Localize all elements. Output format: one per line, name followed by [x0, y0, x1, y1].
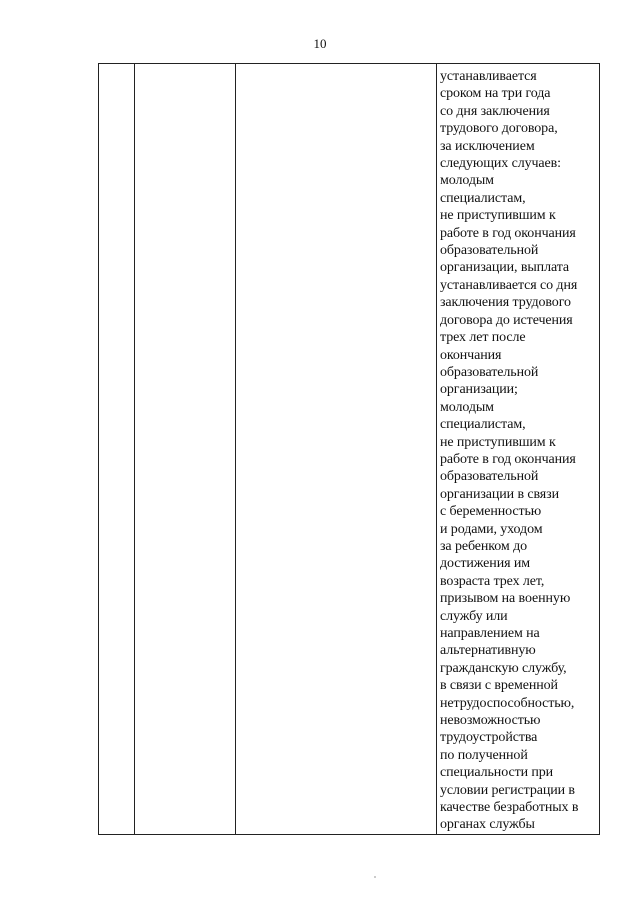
table-row	[99, 64, 600, 835]
cell-4-text: устанавливается сроком на три года со дня заключения трудового договора, за исключением следующих случаев: молодым специалистам, не приступившим к работе в год окончания образовательной организации, выплата устанавливается со дня заключения трудового договора до истечения трех лет после окончания образовательной организации; молодым специалистам, не приступившим к работе в год окончания образовательной организации в связи с беременностью и родами, уходом за ребенком до достижения им возраста трех лет, призывом на военную службу или направлением на альтернативную гражданскую службу, в связи с временной нетрудоспособностью, невозможностью трудоустройства по полученной специальности при условии регистрации в качестве безработных в органах службы	[440, 69, 579, 833]
cell-2-text	[135, 64, 235, 68]
cell-1-text	[99, 64, 134, 68]
document-table	[98, 63, 600, 835]
cell-3-text	[236, 64, 436, 68]
scan-artifact	[374, 876, 376, 878]
page-number: 10	[313, 36, 327, 51]
table-cell-2	[135, 64, 236, 835]
table-cell-4	[437, 64, 600, 835]
table-cell-1	[99, 64, 135, 835]
table-cell-3	[236, 64, 437, 835]
